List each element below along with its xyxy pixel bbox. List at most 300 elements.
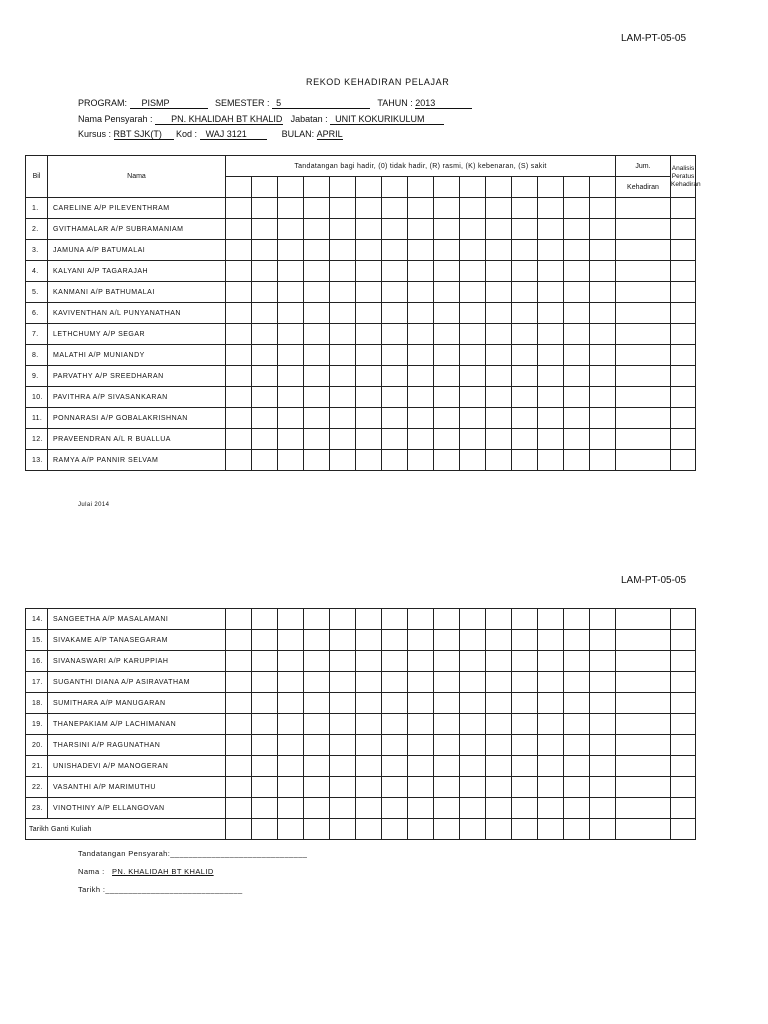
- attendance-cell[interactable]: [590, 324, 616, 345]
- attendance-cell[interactable]: [252, 672, 278, 693]
- attendance-cell[interactable]: [590, 240, 616, 261]
- attendance-cell[interactable]: [356, 798, 382, 819]
- attendance-cell[interactable]: [460, 345, 486, 366]
- attendance-cell[interactable]: [486, 324, 512, 345]
- attendance-cell[interactable]: [356, 756, 382, 777]
- attendance-cell[interactable]: [330, 387, 356, 408]
- attendance-cell[interactable]: [590, 756, 616, 777]
- attendance-cell[interactable]: [460, 714, 486, 735]
- attendance-cell[interactable]: [408, 282, 434, 303]
- attendance-cell[interactable]: [564, 630, 590, 651]
- attendance-cell[interactable]: [408, 345, 434, 366]
- attendance-cell[interactable]: [330, 219, 356, 240]
- jum-kehadiran-cell[interactable]: [616, 198, 671, 219]
- attendance-cell[interactable]: [304, 261, 330, 282]
- analisis-cell[interactable]: [671, 324, 696, 345]
- jum-kehadiran-cell[interactable]: [616, 345, 671, 366]
- attendance-cell[interactable]: [278, 798, 304, 819]
- attendance-cell[interactable]: [408, 735, 434, 756]
- tarikh-cell[interactable]: [616, 819, 671, 840]
- attendance-cell[interactable]: [252, 240, 278, 261]
- attendance-cell[interactable]: [252, 345, 278, 366]
- attendance-cell[interactable]: [304, 651, 330, 672]
- attendance-cell[interactable]: [330, 777, 356, 798]
- attendance-cell[interactable]: [512, 756, 538, 777]
- attendance-cell[interactable]: [226, 303, 252, 324]
- attendance-cell[interactable]: [434, 303, 460, 324]
- day-cell[interactable]: [226, 177, 252, 198]
- attendance-cell[interactable]: [382, 714, 408, 735]
- attendance-cell[interactable]: [460, 219, 486, 240]
- jum-kehadiran-cell[interactable]: [616, 693, 671, 714]
- attendance-cell[interactable]: [278, 756, 304, 777]
- analisis-cell[interactable]: [671, 345, 696, 366]
- attendance-cell[interactable]: [278, 303, 304, 324]
- attendance-cell[interactable]: [330, 282, 356, 303]
- attendance-cell[interactable]: [408, 219, 434, 240]
- attendance-cell[interactable]: [564, 672, 590, 693]
- attendance-cell[interactable]: [408, 777, 434, 798]
- attendance-cell[interactable]: [486, 261, 512, 282]
- attendance-cell[interactable]: [486, 756, 512, 777]
- attendance-cell[interactable]: [434, 387, 460, 408]
- attendance-cell[interactable]: [564, 777, 590, 798]
- attendance-cell[interactable]: [434, 429, 460, 450]
- attendance-cell[interactable]: [538, 798, 564, 819]
- attendance-cell[interactable]: [460, 609, 486, 630]
- jum-kehadiran-cell[interactable]: [616, 735, 671, 756]
- attendance-cell[interactable]: [486, 735, 512, 756]
- attendance-cell[interactable]: [226, 651, 252, 672]
- attendance-cell[interactable]: [278, 429, 304, 450]
- tarikh-cell[interactable]: [538, 819, 564, 840]
- attendance-cell[interactable]: [538, 651, 564, 672]
- attendance-cell[interactable]: [226, 282, 252, 303]
- attendance-cell[interactable]: [356, 219, 382, 240]
- attendance-cell[interactable]: [434, 798, 460, 819]
- attendance-cell[interactable]: [304, 735, 330, 756]
- attendance-cell[interactable]: [486, 714, 512, 735]
- attendance-cell[interactable]: [304, 630, 330, 651]
- tarikh-cell[interactable]: [226, 819, 252, 840]
- attendance-cell[interactable]: [564, 261, 590, 282]
- attendance-cell[interactable]: [408, 651, 434, 672]
- attendance-cell[interactable]: [590, 198, 616, 219]
- attendance-cell[interactable]: [434, 693, 460, 714]
- attendance-cell[interactable]: [304, 693, 330, 714]
- attendance-cell[interactable]: [434, 609, 460, 630]
- attendance-cell[interactable]: [460, 693, 486, 714]
- attendance-cell[interactable]: [252, 261, 278, 282]
- attendance-cell[interactable]: [460, 672, 486, 693]
- attendance-cell[interactable]: [434, 366, 460, 387]
- attendance-cell[interactable]: [538, 240, 564, 261]
- attendance-cell[interactable]: [330, 345, 356, 366]
- attendance-cell[interactable]: [226, 714, 252, 735]
- day-cell[interactable]: [408, 177, 434, 198]
- attendance-cell[interactable]: [512, 672, 538, 693]
- jum-kehadiran-cell[interactable]: [616, 282, 671, 303]
- attendance-cell[interactable]: [564, 408, 590, 429]
- attendance-cell[interactable]: [512, 798, 538, 819]
- analisis-cell[interactable]: [671, 240, 696, 261]
- attendance-cell[interactable]: [460, 651, 486, 672]
- attendance-cell[interactable]: [330, 609, 356, 630]
- attendance-cell[interactable]: [538, 366, 564, 387]
- attendance-cell[interactable]: [434, 282, 460, 303]
- attendance-cell[interactable]: [330, 240, 356, 261]
- attendance-cell[interactable]: [356, 324, 382, 345]
- attendance-cell[interactable]: [564, 756, 590, 777]
- attendance-cell[interactable]: [512, 714, 538, 735]
- attendance-cell[interactable]: [304, 282, 330, 303]
- attendance-cell[interactable]: [278, 630, 304, 651]
- attendance-cell[interactable]: [434, 219, 460, 240]
- attendance-cell[interactable]: [330, 198, 356, 219]
- attendance-cell[interactable]: [330, 324, 356, 345]
- attendance-cell[interactable]: [330, 408, 356, 429]
- attendance-cell[interactable]: [408, 714, 434, 735]
- attendance-cell[interactable]: [330, 450, 356, 471]
- attendance-cell[interactable]: [382, 630, 408, 651]
- attendance-cell[interactable]: [512, 693, 538, 714]
- attendance-cell[interactable]: [512, 450, 538, 471]
- attendance-cell[interactable]: [278, 387, 304, 408]
- attendance-cell[interactable]: [486, 408, 512, 429]
- jum-kehadiran-cell[interactable]: [616, 714, 671, 735]
- attendance-cell[interactable]: [278, 366, 304, 387]
- attendance-cell[interactable]: [408, 198, 434, 219]
- attendance-cell[interactable]: [356, 408, 382, 429]
- attendance-cell[interactable]: [304, 240, 330, 261]
- attendance-cell[interactable]: [538, 630, 564, 651]
- attendance-cell[interactable]: [564, 609, 590, 630]
- attendance-cell[interactable]: [486, 693, 512, 714]
- attendance-cell[interactable]: [252, 609, 278, 630]
- attendance-cell[interactable]: [382, 672, 408, 693]
- attendance-cell[interactable]: [538, 714, 564, 735]
- attendance-cell[interactable]: [512, 324, 538, 345]
- attendance-cell[interactable]: [382, 219, 408, 240]
- attendance-cell[interactable]: [304, 324, 330, 345]
- attendance-cell[interactable]: [408, 429, 434, 450]
- attendance-cell[interactable]: [512, 240, 538, 261]
- attendance-cell[interactable]: [356, 609, 382, 630]
- analisis-cell[interactable]: [671, 261, 696, 282]
- attendance-cell[interactable]: [252, 756, 278, 777]
- attendance-cell[interactable]: [382, 387, 408, 408]
- attendance-cell[interactable]: [460, 756, 486, 777]
- attendance-cell[interactable]: [486, 240, 512, 261]
- attendance-cell[interactable]: [252, 429, 278, 450]
- attendance-cell[interactable]: [486, 429, 512, 450]
- attendance-cell[interactable]: [434, 324, 460, 345]
- attendance-cell[interactable]: [512, 261, 538, 282]
- analisis-cell[interactable]: [671, 735, 696, 756]
- attendance-cell[interactable]: [278, 240, 304, 261]
- attendance-cell[interactable]: [382, 735, 408, 756]
- attendance-cell[interactable]: [252, 219, 278, 240]
- attendance-cell[interactable]: [486, 387, 512, 408]
- attendance-cell[interactable]: [460, 798, 486, 819]
- attendance-cell[interactable]: [252, 735, 278, 756]
- attendance-cell[interactable]: [330, 693, 356, 714]
- attendance-cell[interactable]: [434, 756, 460, 777]
- jum-kehadiran-cell[interactable]: [616, 240, 671, 261]
- attendance-cell[interactable]: [538, 672, 564, 693]
- attendance-cell[interactable]: [278, 693, 304, 714]
- attendance-cell[interactable]: [434, 672, 460, 693]
- attendance-cell[interactable]: [356, 714, 382, 735]
- attendance-cell[interactable]: [356, 777, 382, 798]
- analisis-cell[interactable]: [671, 408, 696, 429]
- attendance-cell[interactable]: [278, 450, 304, 471]
- analisis-cell[interactable]: [671, 672, 696, 693]
- day-cell[interactable]: [434, 177, 460, 198]
- attendance-cell[interactable]: [252, 777, 278, 798]
- attendance-cell[interactable]: [330, 630, 356, 651]
- attendance-cell[interactable]: [460, 366, 486, 387]
- attendance-cell[interactable]: [486, 798, 512, 819]
- attendance-cell[interactable]: [304, 429, 330, 450]
- analisis-cell[interactable]: [671, 198, 696, 219]
- attendance-cell[interactable]: [278, 324, 304, 345]
- attendance-cell[interactable]: [226, 198, 252, 219]
- attendance-cell[interactable]: [356, 303, 382, 324]
- attendance-cell[interactable]: [564, 240, 590, 261]
- attendance-cell[interactable]: [330, 429, 356, 450]
- attendance-cell[interactable]: [252, 324, 278, 345]
- attendance-cell[interactable]: [252, 282, 278, 303]
- attendance-cell[interactable]: [512, 651, 538, 672]
- attendance-cell[interactable]: [590, 429, 616, 450]
- tarikh-cell[interactable]: [486, 819, 512, 840]
- attendance-cell[interactable]: [434, 240, 460, 261]
- attendance-cell[interactable]: [226, 798, 252, 819]
- attendance-cell[interactable]: [538, 735, 564, 756]
- attendance-cell[interactable]: [512, 777, 538, 798]
- attendance-cell[interactable]: [590, 282, 616, 303]
- attendance-cell[interactable]: [382, 429, 408, 450]
- attendance-cell[interactable]: [434, 198, 460, 219]
- attendance-cell[interactable]: [460, 450, 486, 471]
- attendance-cell[interactable]: [538, 609, 564, 630]
- attendance-cell[interactable]: [564, 693, 590, 714]
- attendance-cell[interactable]: [382, 345, 408, 366]
- attendance-cell[interactable]: [460, 408, 486, 429]
- attendance-cell[interactable]: [356, 630, 382, 651]
- attendance-cell[interactable]: [564, 198, 590, 219]
- day-cell[interactable]: [304, 177, 330, 198]
- attendance-cell[interactable]: [590, 777, 616, 798]
- attendance-cell[interactable]: [486, 651, 512, 672]
- tarikh-cell[interactable]: [671, 819, 696, 840]
- attendance-cell[interactable]: [252, 450, 278, 471]
- attendance-cell[interactable]: [252, 408, 278, 429]
- attendance-cell[interactable]: [408, 387, 434, 408]
- attendance-cell[interactable]: [486, 450, 512, 471]
- day-cell[interactable]: [564, 177, 590, 198]
- attendance-cell[interactable]: [564, 303, 590, 324]
- attendance-cell[interactable]: [538, 219, 564, 240]
- attendance-cell[interactable]: [512, 429, 538, 450]
- attendance-cell[interactable]: [226, 219, 252, 240]
- attendance-cell[interactable]: [512, 366, 538, 387]
- tarikh-cell[interactable]: [382, 819, 408, 840]
- attendance-cell[interactable]: [304, 198, 330, 219]
- attendance-cell[interactable]: [226, 735, 252, 756]
- attendance-cell[interactable]: [356, 450, 382, 471]
- attendance-cell[interactable]: [356, 651, 382, 672]
- attendance-cell[interactable]: [434, 630, 460, 651]
- analisis-cell[interactable]: [671, 219, 696, 240]
- attendance-cell[interactable]: [434, 450, 460, 471]
- attendance-cell[interactable]: [382, 261, 408, 282]
- jum-kehadiran-cell[interactable]: [616, 651, 671, 672]
- attendance-cell[interactable]: [278, 609, 304, 630]
- attendance-cell[interactable]: [590, 714, 616, 735]
- attendance-cell[interactable]: [252, 630, 278, 651]
- attendance-cell[interactable]: [538, 198, 564, 219]
- attendance-cell[interactable]: [434, 408, 460, 429]
- attendance-cell[interactable]: [356, 429, 382, 450]
- tarikh-cell[interactable]: [460, 819, 486, 840]
- attendance-cell[interactable]: [486, 777, 512, 798]
- day-cell[interactable]: [538, 177, 564, 198]
- analisis-cell[interactable]: [671, 429, 696, 450]
- tarikh-cell[interactable]: [434, 819, 460, 840]
- attendance-cell[interactable]: [590, 609, 616, 630]
- attendance-cell[interactable]: [252, 714, 278, 735]
- attendance-cell[interactable]: [408, 798, 434, 819]
- attendance-cell[interactable]: [434, 777, 460, 798]
- attendance-cell[interactable]: [590, 261, 616, 282]
- tarikh-cell[interactable]: [278, 819, 304, 840]
- attendance-cell[interactable]: [304, 672, 330, 693]
- attendance-cell[interactable]: [226, 756, 252, 777]
- attendance-cell[interactable]: [564, 282, 590, 303]
- attendance-cell[interactable]: [252, 387, 278, 408]
- analisis-cell[interactable]: [671, 798, 696, 819]
- jum-kehadiran-cell[interactable]: [616, 303, 671, 324]
- attendance-cell[interactable]: [304, 366, 330, 387]
- attendance-cell[interactable]: [278, 345, 304, 366]
- tarikh-cell[interactable]: [408, 819, 434, 840]
- attendance-cell[interactable]: [304, 798, 330, 819]
- attendance-cell[interactable]: [460, 303, 486, 324]
- attendance-cell[interactable]: [408, 693, 434, 714]
- attendance-cell[interactable]: [252, 303, 278, 324]
- attendance-cell[interactable]: [486, 630, 512, 651]
- attendance-cell[interactable]: [512, 282, 538, 303]
- attendance-cell[interactable]: [330, 798, 356, 819]
- attendance-cell[interactable]: [460, 735, 486, 756]
- attendance-cell[interactable]: [356, 261, 382, 282]
- jum-kehadiran-cell[interactable]: [616, 408, 671, 429]
- jum-kehadiran-cell[interactable]: [616, 609, 671, 630]
- attendance-cell[interactable]: [356, 735, 382, 756]
- attendance-cell[interactable]: [408, 756, 434, 777]
- attendance-cell[interactable]: [460, 387, 486, 408]
- attendance-cell[interactable]: [382, 693, 408, 714]
- attendance-cell[interactable]: [408, 303, 434, 324]
- attendance-cell[interactable]: [304, 609, 330, 630]
- attendance-cell[interactable]: [538, 429, 564, 450]
- attendance-cell[interactable]: [538, 387, 564, 408]
- attendance-cell[interactable]: [590, 693, 616, 714]
- analisis-cell[interactable]: [671, 756, 696, 777]
- attendance-cell[interactable]: [512, 303, 538, 324]
- jum-kehadiran-cell[interactable]: [616, 261, 671, 282]
- attendance-cell[interactable]: [460, 777, 486, 798]
- attendance-cell[interactable]: [278, 282, 304, 303]
- attendance-cell[interactable]: [226, 609, 252, 630]
- attendance-cell[interactable]: [512, 219, 538, 240]
- attendance-cell[interactable]: [278, 672, 304, 693]
- attendance-cell[interactable]: [486, 345, 512, 366]
- attendance-cell[interactable]: [330, 756, 356, 777]
- attendance-cell[interactable]: [564, 714, 590, 735]
- attendance-cell[interactable]: [356, 366, 382, 387]
- attendance-cell[interactable]: [252, 798, 278, 819]
- attendance-cell[interactable]: [226, 408, 252, 429]
- jum-kehadiran-cell[interactable]: [616, 798, 671, 819]
- attendance-cell[interactable]: [356, 387, 382, 408]
- attendance-cell[interactable]: [330, 735, 356, 756]
- attendance-cell[interactable]: [408, 366, 434, 387]
- analisis-cell[interactable]: [671, 450, 696, 471]
- attendance-cell[interactable]: [538, 282, 564, 303]
- attendance-cell[interactable]: [590, 345, 616, 366]
- day-cell[interactable]: [512, 177, 538, 198]
- attendance-cell[interactable]: [538, 345, 564, 366]
- attendance-cell[interactable]: [486, 198, 512, 219]
- attendance-cell[interactable]: [564, 798, 590, 819]
- jum-kehadiran-cell[interactable]: [616, 672, 671, 693]
- attendance-cell[interactable]: [486, 303, 512, 324]
- attendance-cell[interactable]: [460, 282, 486, 303]
- attendance-cell[interactable]: [356, 198, 382, 219]
- attendance-cell[interactable]: [278, 219, 304, 240]
- attendance-cell[interactable]: [564, 324, 590, 345]
- jum-kehadiran-cell[interactable]: [616, 324, 671, 345]
- attendance-cell[interactable]: [564, 366, 590, 387]
- attendance-cell[interactable]: [226, 261, 252, 282]
- attendance-cell[interactable]: [304, 219, 330, 240]
- attendance-cell[interactable]: [382, 408, 408, 429]
- attendance-cell[interactable]: [226, 450, 252, 471]
- attendance-cell[interactable]: [304, 303, 330, 324]
- jum-kehadiran-cell[interactable]: [616, 630, 671, 651]
- jum-kehadiran-cell[interactable]: [616, 777, 671, 798]
- signature-blank[interactable]: ______________________________: [170, 849, 308, 858]
- attendance-cell[interactable]: [590, 450, 616, 471]
- attendance-cell[interactable]: [538, 756, 564, 777]
- attendance-cell[interactable]: [226, 672, 252, 693]
- attendance-cell[interactable]: [330, 672, 356, 693]
- attendance-cell[interactable]: [512, 198, 538, 219]
- attendance-cell[interactable]: [460, 324, 486, 345]
- date-blank[interactable]: ______________________________: [105, 885, 243, 894]
- day-cell[interactable]: [330, 177, 356, 198]
- day-cell[interactable]: [460, 177, 486, 198]
- analisis-cell[interactable]: [671, 366, 696, 387]
- attendance-cell[interactable]: [252, 693, 278, 714]
- tarikh-cell[interactable]: [590, 819, 616, 840]
- attendance-cell[interactable]: [304, 756, 330, 777]
- attendance-cell[interactable]: [304, 777, 330, 798]
- attendance-cell[interactable]: [382, 198, 408, 219]
